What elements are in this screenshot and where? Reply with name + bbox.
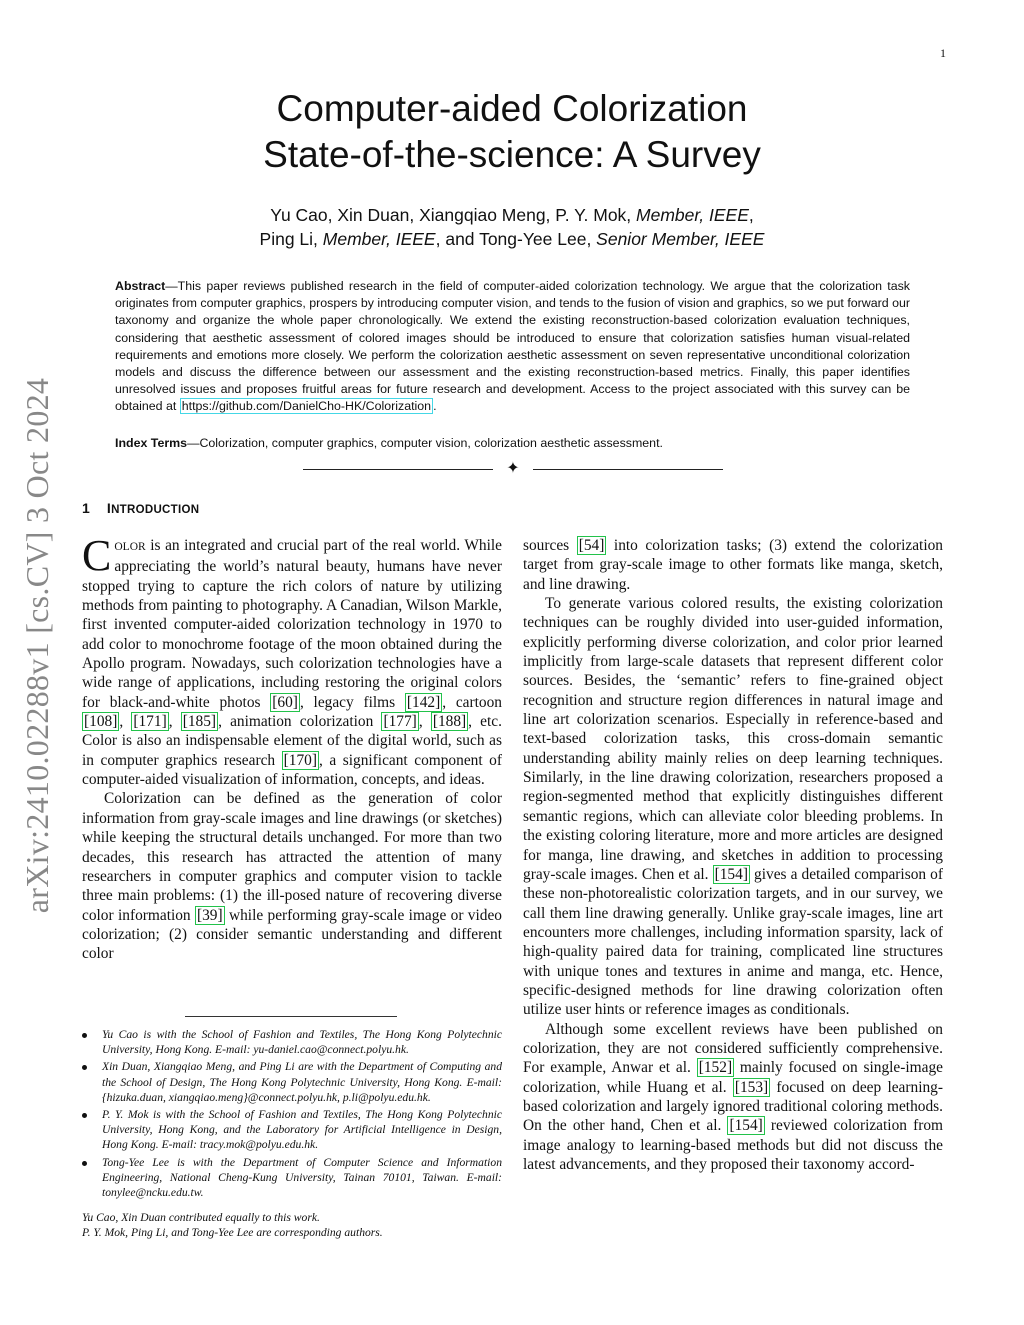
author-list [130,203,894,251]
bullet-icon [82,1033,87,1038]
section-heading [82,500,199,516]
text-run: reviewed colorization from image analogy to learning-based methods but did not discuss the latest advancements, and they proposed their taxonomy accord- [523,1117,943,1173]
affiliation-item [82,1107,502,1153]
citation-link[interactable]: [154] [714,865,748,883]
dropcap-smallcaps: OLOR [114,541,146,553]
title-line-2: State-of-the-science: A Survey [263,134,761,175]
text-run: , a significant component of computer-aided visualization of information, concepts, and ideas. [82,751,502,789]
authors-line2-role2: Senior Member, IEEE [596,229,765,249]
text-run: , [418,713,431,731]
affiliation-item [82,1059,502,1105]
intro-paragraph-4 [523,594,943,1020]
affiliation-text: Xin Duan, Xiangqiao Meng, and Ping Li are with the Department of Computing and the School of Design, The Hong Kong Polytechnic University, Hong Kong. E-mail: {hizuka.duan, xiangqiao.meng}@connect.polyu.hk, p.li@polyu.edu.hk. [102,1060,502,1104]
section-title-initial: I [106,500,112,516]
citation-link[interactable]: [185] [182,713,217,731]
citation-link[interactable]: [188] [432,713,467,731]
citation-link[interactable]: [171] [133,713,167,731]
section-separator [303,460,723,480]
citation-link[interactable]: [108] [84,713,118,731]
citation-link[interactable]: [170] [283,751,317,769]
authors-line2-mid: , and Tong-Yee Lee, [435,229,597,249]
separator-diamond-icon: ✦ [506,460,520,477]
citation-link[interactable]: [54] [578,537,605,554]
affiliation-item [82,1027,502,1057]
citation-link[interactable]: [60] [272,693,298,711]
text-run: , [168,713,181,731]
section-title-rest: NTRODUCTION [111,504,200,516]
text-run: sources [523,537,577,554]
text-run: , [119,713,132,731]
citation-link[interactable]: [152] [698,1059,733,1077]
title-line-1: Computer-aided Colorization [276,88,748,129]
text-run: is an integrated and crucial part of the real world. While appreciating the world’s natural beauty, humans have never stopped trying to capture the rich colors of nature by utilizing methods from painting to photography. A Canadian, Wilson Markle, first invented computer-aided colorization technology in 1970 to add color to monochrome footage of the moon obtained during the Apollo program. Nowadays, such colorization technologies have a wide range of applications, including restoring the original colors for black-and-white photos [82,537,502,711]
text-run: Although some excellent reviews have been published on colorization, they are not considered sufficiently comprehensive. For example, Anwar et al. [523,1020,943,1077]
separator-line-left [303,469,493,470]
paper-title [130,86,894,178]
text-run: focused on deep learning-based colorization and largely ignored traditional coloring methods. On the other hand, Chen et al. [523,1078,943,1135]
abstract-end: . [433,399,437,414]
bullet-icon [82,1113,87,1118]
text-run: , cartoon [442,693,502,711]
footnotes [82,1027,502,1241]
citation-link[interactable]: [177] [383,713,417,731]
text-run: , legacy films [299,693,405,711]
affiliation-list [82,1027,502,1200]
left-column [82,531,502,964]
abstract-label: Abstract [115,279,166,293]
intro-paragraph-2 [82,789,502,963]
index-terms-label: Index Terms [115,436,188,450]
page-number: 1 [940,46,946,60]
footnote-rule [185,1016,397,1017]
text-run: gives a detailed comparison of these non-photorealistic colorization targets, and in our survey, we call them line drawing generally. Unlike gray-scale images, line art encounters more challenges, including information sparsity, lack of high-quality paired data for training, complicated line structures with unique tones and textures in anime and manga, etc. Hence, specific-designed methods for line drawing colorization often utilize user hints or reference images as conditionals. [523,865,943,1019]
abstract [115,278,910,416]
bullet-icon [82,1065,87,1070]
affiliation-text: Tong-Yee Lee is with the Department of Computer Science and Information Engineering, National Cheng-Kung University, Tainan 70101, Taiwan. E-mail: tonylee@ncku.edu.tw. [102,1155,502,1200]
authors-line1-end: , [748,205,754,225]
index-terms-text: —Colorization, computer graphics, computer vision, colorization aesthetic assessment. [187,436,663,450]
text-run: , etc. Color is also an indispensable element of the digital world, such as in computer graphics research [82,713,502,769]
citation-link[interactable]: [39] [196,906,223,924]
right-column [523,536,943,1174]
text-run: , animation colorization [218,713,382,731]
text-run: into colorization tasks; (3) extend the colorization target from gray-scale image to other formats like manga, sketch, and line drawing. [523,537,943,593]
authors-line1-role: Member, IEEE [636,205,749,225]
text-run: while performing gray-scale image or video colorization; (2) consider semantic understanding and different color [82,906,502,963]
text-run: To generate various colored results, the existing colorization techniques can be roughly divided into user-guided information, explicitly performing diverse colorization, and color prior learned implicitly from large-scale datasets that represent different color sources. Besides, the ‘semantic’ refers to fine-grained object recognition and structure region differences in natural image and line art colorization scenarios. Especially in reference-based and text-based colorization tasks, this cross-domain semantic understanding ability mainly relies on deep learning techniques. Similarly, in the line drawing colorization, researchers proposed a region-segmented method that explicitly distinguishes different semantic regions, which can alleviate color bleeding problems. In the existing coloring literature, more and more articles are designed for manga, line drawing, and sketches in addition to processing gray-scale images. Chen et al. [523,595,943,883]
citation-link[interactable]: [154] [729,1117,763,1135]
citation-link[interactable]: [142] [406,693,441,711]
affiliation-text: P. Y. Mok is with the School of Fashion and Textiles, The Hong Kong Polytechnic University, Hong Kong, and the Laboratory for Artificial Intelligence in Design, Hong Kong. E-mail: tracy.mok@polyu.edu.hk. [102,1108,502,1152]
equal-contribution-note: Yu Cao, Xin Duan contributed equally to this work. [82,1211,320,1225]
separator-line-right [533,469,723,470]
affiliation-item [82,1155,502,1201]
authors-line2-role1: Member, IEEE [322,229,436,249]
dropcap-letter: C [82,531,112,580]
text-run: Colorization can be defined as the generation of color information from gray-scale images and line drawings (or sketches) while keeping the structural details unchanged. For more than two decades, this research has attracted the attention of many researchers in computer graphics and computer vision to tackle three main problems: (1) the ill-posed nature of recovering diverse color information [82,790,502,924]
citation-link[interactable]: [153] [734,1078,769,1096]
intro-paragraph-3 [523,536,943,594]
intro-paragraph-5 [523,1020,943,1175]
project-link[interactable]: https://github.com/DanielCho-HK/Colorization [181,399,432,414]
abstract-text: —This paper reviews published research in the field of computer-aided colorization technology. We argue that the colorization task originates from computer graphics, prospers by introducing computer vision, and tends to the fusion of vision and graphics, so we put forward our taxonomy and organize the whole paper chronologically. We extend the existing reconstruction-based colorization evaluation techniques, considering that aesthetic assessment of colored images should be introduced to ensure that colorization satisfies human visual-related requirements and emotions more closely. We perform the colorization aesthetic assessment on seven representative unconditional colorization models and discuss the difference between our assessment and the existing reconstruction-based metrics. Finally, this paper identifies unresolved issues and proposes fruitful areas for future research and development. Access to the project associated with this survey can be obtained at [115,279,910,414]
arxiv-identifier-stamp [8,360,68,930]
intro-paragraph-1 [82,531,502,789]
affiliation-text: Yu Cao is with the School of Fashion and Textiles, The Hong Kong Polytechnic University, Hong Kong. E-mail: yu-daniel.cao@connect.polyu.hk. [102,1028,502,1057]
corresponding-authors-note: P. Y. Mok, Ping Li, and Tong-Yee Lee are corresponding authors. [82,1226,383,1240]
section-number: 1 [82,500,91,516]
authors-line2-name: Ping Li, [259,229,323,249]
arxiv-identifier-text: arXiv:2410.02288v1 [cs.CV] 3 Oct 2024 [19,377,56,913]
index-terms [115,435,910,452]
authors-line1-names: Yu Cao, Xin Duan, Xiangqiao Meng, P. Y. Mok, [270,205,637,225]
bullet-icon [82,1161,87,1166]
text-run: mainly focused on single-image colorization, while Huang et al. [523,1059,943,1096]
